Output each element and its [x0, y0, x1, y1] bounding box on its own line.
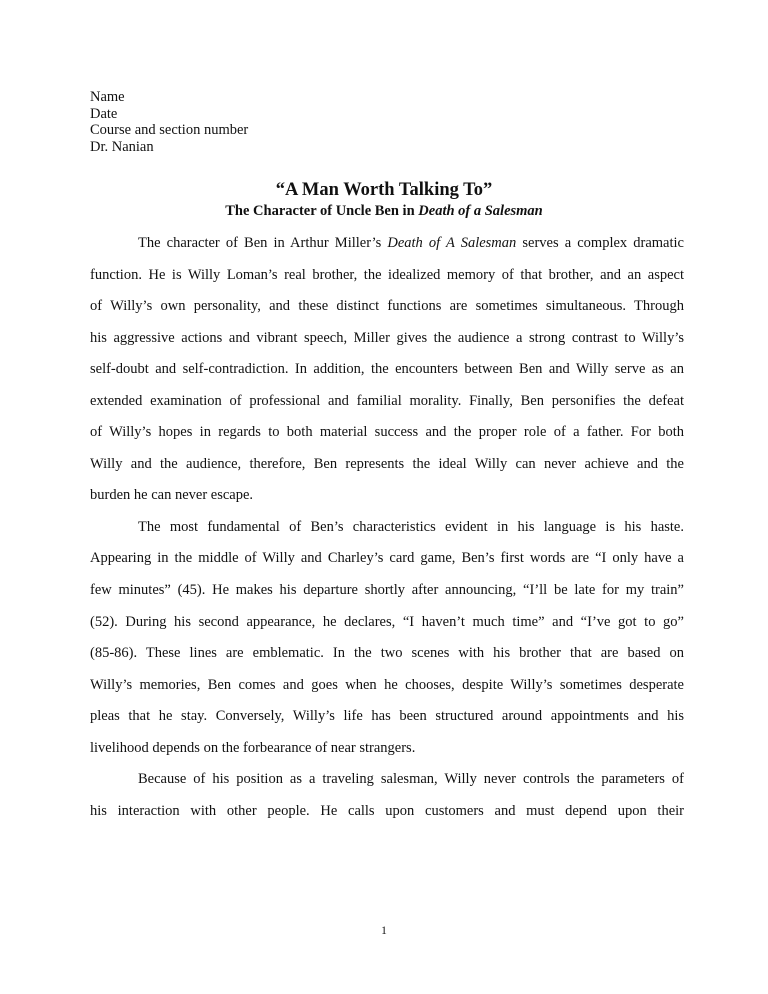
body-line: Willy’s memories, Ben comes and goes when he chooses, despite Willy’s sometimes desperate: [90, 676, 684, 693]
body-line: self-doubt and self-contradiction. In addition, the encounters between Ben and Willy serve as an: [90, 361, 684, 378]
body-line: Appearing in the middle of Willy and Charley’s card game, Ben’s first words are “I only have a: [90, 550, 684, 567]
body-line: of Willy’s own personality, and these distinct functions are sometimes simultaneous. Through: [90, 298, 684, 315]
body-line: pleas that he stay. Conversely, Willy’s life has been structured around appointments and his: [90, 708, 684, 725]
paragraph-2: [90, 519, 684, 771]
body-line: Willy and the audience, therefore, Ben represents the ideal Willy can never achieve and the: [90, 455, 684, 472]
essay-body: [90, 235, 684, 834]
subtitle-italic-work-title: Death of a Salesman: [418, 203, 543, 219]
body-line: The character of Ben in Arthur Miller’s Death of A Salesman serves a complex dramatic: [138, 235, 684, 251]
header-date: Date: [90, 105, 118, 122]
body-line: burden he can never escape.: [90, 487, 254, 504]
student-header: [90, 89, 248, 155]
body-line: of Willy’s hopes in regards to both material success and the proper role of a father. For both: [90, 424, 684, 441]
body-line: (52). During his second appearance, he declares, “I haven’t much time” and “I’ve got to go”: [90, 613, 684, 630]
paragraph-3: [90, 771, 684, 834]
subtitle-prefix: The Character of Uncle Ben in: [225, 203, 419, 219]
header-name: Name: [90, 89, 125, 105]
body-line: Because of his position as a traveling salesman, Willy never controls the parameters of: [138, 771, 684, 788]
body-line: his aggressive actions and vibrant speech, Miller gives the audience a strong contrast to Willy’s: [90, 329, 684, 346]
body-line: livelihood depends on the forbearance of near strangers.: [90, 739, 416, 756]
body-line: (85-86). These lines are emblematic. In the two scenes with his brother that are based on: [90, 645, 684, 662]
essay-title: “A Man Worth Talking To”: [275, 180, 493, 200]
essay-subtitle: [0, 203, 768, 219]
body-line: The most fundamental of Ben’s characteristics evident in his language is his haste.: [138, 518, 684, 535]
body-line: few minutes” (45). He makes his departure shortly after announcing, “I’ll be late for my train”: [90, 582, 684, 599]
header-course: Course and section number: [90, 122, 249, 138]
page-number: 1: [381, 925, 387, 937]
paragraph-1: [90, 235, 684, 519]
body-line: extended examination of professional and familial morality. Finally, Ben personifies the defeat: [90, 392, 684, 409]
italic-work-title: Death of A Salesman: [387, 235, 517, 251]
body-line: function. He is Willy Loman’s real brother, the idealized memory of that brother, and an aspect: [90, 266, 684, 283]
body-line: his interaction with other people. He calls upon customers and must depend upon their: [90, 802, 684, 819]
header-instructor: Dr. Nanian: [90, 138, 154, 155]
